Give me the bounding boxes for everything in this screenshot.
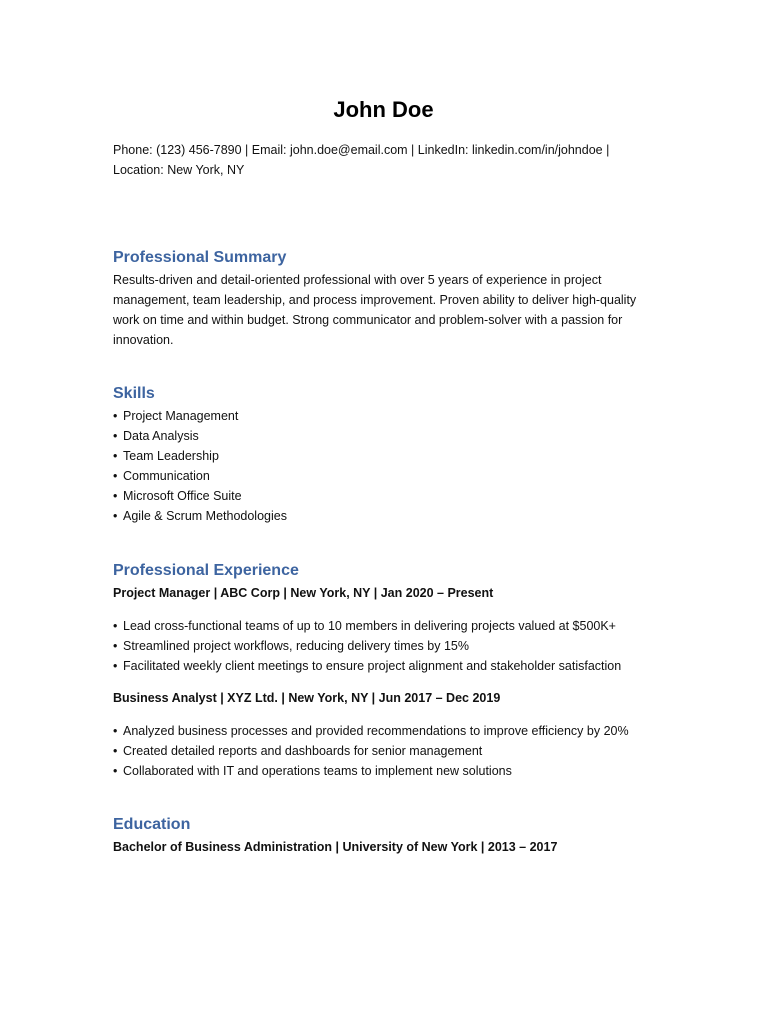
job-bullet-item: • Streamlined project workflows, reducing delivery times by 15% [113, 636, 621, 656]
job-bullet-item: • Analyzed business processes and provided recommendations to improve efficiency by 20% [113, 721, 629, 741]
bullet-icon: • [113, 429, 118, 443]
contact-line-2: Location: New York, NY [113, 163, 245, 177]
bullet-icon: • [113, 619, 118, 633]
job-bullets [113, 721, 629, 781]
job-bullet-item: • Facilitated weekly client meetings to ensure project alignment and stakeholder satisfaction [113, 656, 621, 676]
skills-list [113, 406, 287, 526]
bullet-icon: • [113, 409, 118, 423]
job-bullet-item: • Created detailed reports and dashboards for senior management [113, 741, 629, 761]
education-entry: Bachelor of Business Administration | University of New York | 2013 – 2017 [113, 840, 558, 854]
bullet-icon: • [113, 489, 118, 503]
resume-name: John Doe [333, 97, 434, 122]
skill-item: • Microsoft Office Suite [113, 486, 287, 506]
bullet-icon: • [113, 469, 118, 483]
skill-item: • Team Leadership [113, 446, 287, 466]
skill-item: • Project Management [113, 406, 287, 426]
skills-heading: Skills [113, 385, 155, 402]
skill-item: • Data Analysis [113, 426, 287, 446]
summary-text: Results-driven and detail-oriented professional with over 5 years of experience in project management, team leadership, and process improvement. Proven ability to deliver high-quality work on time and within budget. Strong communicator and problem-solver with a passion for innovation. [113, 273, 637, 347]
job-bullets [113, 616, 621, 676]
summary-heading: Professional Summary [113, 249, 287, 266]
contact-info [113, 140, 643, 180]
job-bullet-item: • Lead cross-functional teams of up to 10 members in delivering projects valued at $500K+ [113, 616, 621, 636]
skill-item: • Communication [113, 466, 287, 486]
education-heading: Education [113, 816, 191, 833]
job-title: Project Manager | ABC Corp | New York, NY | Jan 2020 – Present [113, 586, 494, 600]
bullet-icon: • [113, 509, 118, 523]
contact-line-1: Phone: (123) 456-7890 | Email: john.doe@email.com | LinkedIn: linkedin.com/in/johndoe | [113, 143, 610, 157]
job-title: Business Analyst | XYZ Ltd. | New York, NY | Jun 2017 – Dec 2019 [113, 691, 501, 705]
job-bullet-item: • Collaborated with IT and operations teams to implement new solutions [113, 761, 629, 781]
bullet-icon: • [113, 764, 118, 778]
bullet-icon: • [113, 724, 118, 738]
experience-heading: Professional Experience [113, 562, 299, 579]
bullet-icon: • [113, 744, 118, 758]
bullet-icon: • [113, 639, 118, 653]
bullet-icon: • [113, 659, 118, 673]
skill-item: • Agile & Scrum Methodologies [113, 506, 287, 526]
bullet-icon: • [113, 449, 118, 463]
